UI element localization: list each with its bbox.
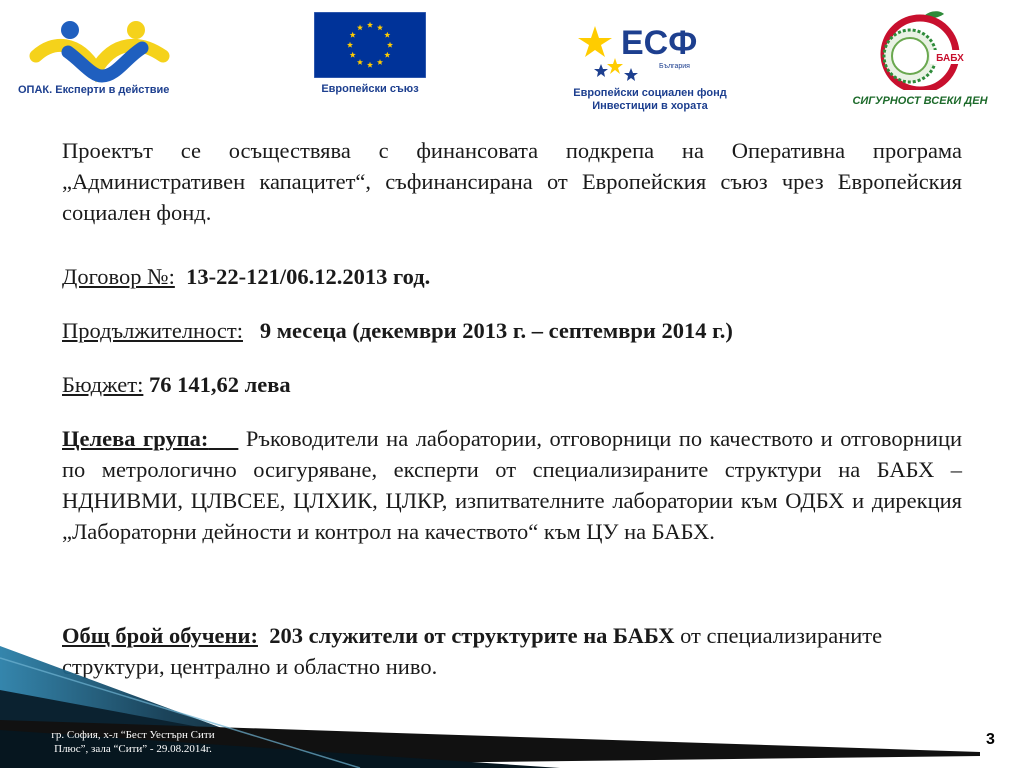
duration-line — [62, 315, 962, 346]
opak-emblem-icon — [18, 18, 178, 84]
footer-note-line-2: Плюс”, зала “Сити” - 29.08.2014г. — [54, 743, 212, 755]
total-trained-rest: от специализираните структури, централно и областно ниво. — [62, 623, 883, 679]
target-group-paragraph — [62, 423, 962, 547]
contract-value: 13-22-121/06.12.2013 год. — [186, 264, 431, 289]
eu-caption: Европейски съюз — [321, 83, 419, 95]
opak-caption: ОПАК. Експерти в действие — [18, 84, 170, 96]
budget-value: 76 141,62 лева — [148, 372, 291, 397]
total-trained-label: Общ брой обучени: — [62, 623, 258, 648]
page-number: 3 — [986, 731, 995, 748]
intro-paragraph: Проектът се осъществява с финансовата подкрепа на Оперативна програма „Административен капацитет“, съфинансирана от Европейския съюз чрез Европейския социален фонд. — [62, 138, 962, 225]
footer-note-line-1: гр. София, х-л “Бест Уестърн Сити — [51, 729, 215, 741]
babh-logo — [850, 10, 990, 107]
footer-location-note — [18, 728, 248, 756]
duration-value: 9 месеца (декември 2013 г. – септември 2014 г.) — [259, 318, 733, 343]
budget-label: Бюджет: — [62, 372, 144, 397]
target-group-text: Ръководители на лаборатории, отговорници по качеството и отговорници по метрологично осигуряване, експерти от специализираните структури на БАБХ – НДНИВМИ, ЦЛВСЕЕ, ЦЛХИК, ЦЛКР, изпитвателните лаборатории към ОДБХ и дирекция „Лабораторни дейности и контрол на качеството“ към ЦУ на БАБХ. — [62, 426, 963, 544]
duration-label: Продължителност: — [62, 318, 243, 343]
babh-caption: СИГУРНОСТ ВСЕКИ ДЕН — [852, 95, 988, 107]
esf-caption-2: Инвестиции в хората — [592, 100, 708, 112]
total-trained-value: 203 служители от структурите на БАБХ — [269, 623, 675, 648]
opak-logo — [18, 18, 178, 96]
contract-line — [62, 261, 962, 292]
budget-line — [62, 369, 962, 400]
esf-emblem-icon — [555, 14, 745, 82]
esf-caption-1: Европейски социален фонд — [573, 87, 727, 99]
esf-mark: ЕСФ — [621, 24, 698, 62]
esf-logo — [555, 14, 745, 113]
target-group-label: Целева група: — [62, 426, 209, 451]
esf-sub: България — [659, 63, 690, 70]
eu-flag-icon — [314, 12, 426, 78]
babh-mark: БАБХ — [936, 53, 964, 64]
contract-label: Договор №: — [62, 264, 175, 289]
babh-emblem-icon — [850, 10, 990, 90]
eu-logo — [312, 12, 428, 95]
